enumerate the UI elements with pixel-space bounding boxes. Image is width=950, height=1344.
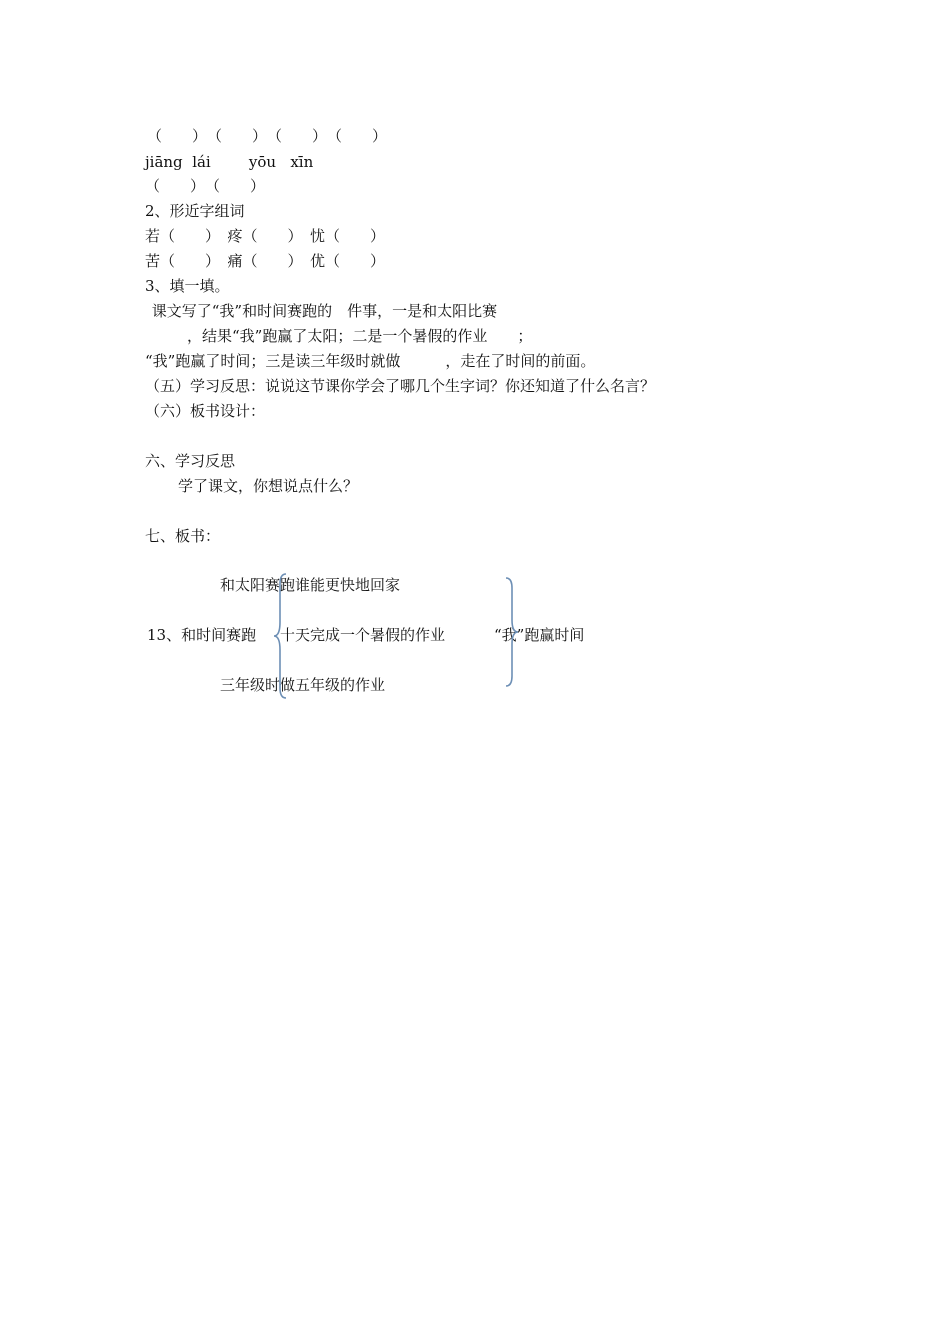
section-2-title: 2、形近字组词 <box>145 202 245 220</box>
board-main-title: 13、和时间赛跑 <box>147 626 257 644</box>
section-6-title: 六、学习反思 <box>145 452 236 470</box>
section-2-row-2: 苦（ ） 痛（ ） 优（ ） <box>145 252 386 270</box>
fill-line-1: 课文写了“我”和时间赛跑的 件事，一是和太阳比赛 <box>147 302 498 320</box>
board-design-6: （六）板书设计： <box>145 402 266 420</box>
fill-line-2: ，结果“我”跑赢了太阳；二是一个暑假的作业 ； <box>157 327 533 345</box>
reflection-5: （五）学习反思：说说这节课你学会了哪几个生字词？你还知道了什么名言？ <box>145 377 656 395</box>
board-item-3: 三年级时做五年级的作业 <box>220 676 386 694</box>
section-6-body: 学了课文，你想说点什么？ <box>178 477 359 495</box>
right-brace-icon <box>500 574 520 690</box>
section-7-title: 七、板书： <box>145 527 221 545</box>
section-3-title: 3、填一填。 <box>145 277 230 295</box>
paren-row-2: （ ） （ ） <box>145 177 266 195</box>
fill-line-3: “我”跑赢了时间；三是读三年级时就做 ，走在了时间的前面。 <box>145 352 596 370</box>
left-brace-icon <box>272 570 292 702</box>
board-item-2: 十天完成一个暑假的作业 <box>280 626 446 644</box>
board-item-1: 和太阳赛跑谁能更快地回家 <box>220 576 401 594</box>
section-2-row-1: 若（ ） 疼（ ） 忧（ ） <box>145 227 386 245</box>
pinyin-row: jiāng lái yōu xīn <box>145 153 314 171</box>
board-result: “我”跑赢时间 <box>494 626 585 644</box>
paren-row-1: （ ） （ ） （ ） （ ） <box>147 127 388 145</box>
